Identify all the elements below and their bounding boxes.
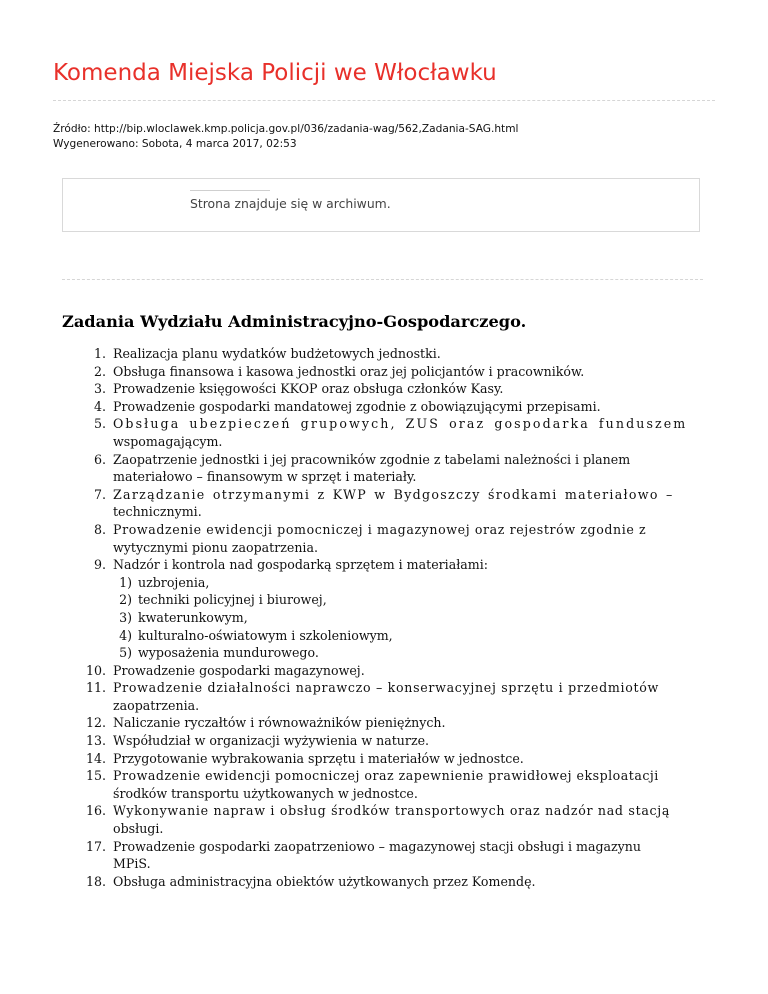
list-item-number: 16. bbox=[85, 803, 106, 819]
list-item bbox=[62, 415, 702, 450]
list-item-number: 10. bbox=[85, 662, 106, 678]
list-item-continuation: wytycznymi pionu zaopatrzenia. bbox=[113, 539, 318, 555]
archive-notice-rule bbox=[190, 190, 270, 191]
list-item-number: 8. bbox=[93, 521, 106, 537]
sub-list-item-text: techniki policyjnej i biurowej, bbox=[138, 592, 327, 608]
sub-list-item bbox=[62, 574, 702, 592]
list-item-number: 3. bbox=[93, 381, 106, 397]
list-item bbox=[62, 662, 702, 680]
source-line: Źródło: http://bip.wloclawek.kmp.policja.gov.pl/036/zadania-wag/562,Zadania-SAG.html bbox=[53, 123, 519, 135]
sub-list-item-number: 1) bbox=[119, 574, 132, 590]
list-item bbox=[62, 451, 702, 486]
list-item-continuation: zaopatrzenia. bbox=[113, 697, 200, 713]
sub-list-item-number: 5) bbox=[119, 645, 132, 661]
list-item-number: 14. bbox=[85, 750, 106, 766]
content-divider bbox=[62, 279, 703, 280]
list-item-number: 17. bbox=[85, 838, 106, 854]
list-item bbox=[62, 363, 702, 381]
header-divider bbox=[53, 100, 715, 101]
task-list bbox=[62, 345, 702, 890]
list-item-text: Nadzór i kontrola nad gospodarką sprzętem i materiałami: bbox=[113, 557, 489, 573]
list-item-continuation: technicznymi. bbox=[113, 504, 202, 520]
archive-notice-text: Strona znajduje się w archiwum. bbox=[190, 196, 391, 211]
list-item-number: 11. bbox=[85, 680, 106, 696]
list-item-text: Obsługa ubezpieczeń grupowych, ZUS oraz gospodarka funduszem bbox=[113, 416, 688, 432]
sub-list-item-number: 2) bbox=[119, 592, 132, 608]
list-item-number: 15. bbox=[85, 768, 106, 784]
print-meta bbox=[53, 122, 518, 152]
list-item-text: Prowadzenie działalności naprawczo – konserwacyjnej sprzętu i przedmiotów bbox=[113, 680, 660, 696]
list-item bbox=[62, 732, 702, 750]
sub-list-item-text: wyposażenia mundurowego. bbox=[138, 645, 319, 661]
list-item-number: 2. bbox=[93, 363, 106, 379]
list-item-number: 12. bbox=[85, 715, 106, 731]
list-item-text: Zarządzanie otrzymanymi z KWP w Bydgoszczy środkami materiałowo – bbox=[113, 486, 674, 502]
list-item-number: 18. bbox=[85, 873, 106, 889]
list-item-text: Prowadzenie księgowości KKOP oraz obsługa członków Kasy. bbox=[113, 381, 504, 397]
site-title: Komenda Miejska Policji we Włocławku bbox=[53, 60, 497, 86]
list-item bbox=[62, 873, 702, 891]
list-item bbox=[62, 679, 702, 714]
list-item bbox=[62, 714, 702, 732]
sub-list-item bbox=[62, 609, 702, 627]
list-item-continuation: MPiS. bbox=[113, 856, 151, 872]
list-item bbox=[62, 345, 702, 363]
list-item-text: Realizacja planu wydatków budżetowych jednostki. bbox=[113, 346, 441, 361]
list-item bbox=[62, 556, 702, 574]
sub-list-item-text: kwaterunkowym, bbox=[138, 609, 248, 625]
list-item-text: Prowadzenie gospodarki zaopatrzeniowo – magazynowej stacji obsługi i magazynu bbox=[113, 838, 642, 854]
list-item-text: Prowadzenie ewidencji pomocniczej i magazynowej oraz rejestrów zgodnie z bbox=[113, 521, 647, 537]
list-item-number: 9. bbox=[93, 557, 106, 573]
archive-notice bbox=[62, 178, 700, 232]
list-item-number: 6. bbox=[93, 451, 106, 467]
list-item bbox=[62, 838, 702, 873]
list-item-continuation: materiałowo – finansowym w sprzęt i materiały. bbox=[113, 469, 417, 485]
list-item-text: Naliczanie ryczałtów i równoważników pieniężnych. bbox=[113, 715, 446, 731]
list-item bbox=[62, 521, 702, 556]
list-item bbox=[62, 750, 702, 768]
list-item-number: 13. bbox=[85, 733, 106, 749]
list-item-text: Obsługa administracyjna obiektów użytkowanych przez Komendę. bbox=[113, 873, 536, 889]
list-item-number: 7. bbox=[93, 486, 106, 502]
sub-list-item-text: kulturalno-oświatowym i szkoleniowym, bbox=[138, 627, 393, 643]
generated-line: Wygenerowano: Sobota, 4 marca 2017, 02:53 bbox=[53, 138, 297, 150]
page-title: Zadania Wydziału Administracyjno-Gospodarczego. bbox=[62, 312, 527, 331]
sub-list-item bbox=[62, 627, 702, 645]
list-item-text: Prowadzenie gospodarki magazynowej. bbox=[113, 662, 365, 678]
list-item bbox=[62, 486, 702, 521]
list-item bbox=[62, 802, 702, 837]
list-item bbox=[62, 767, 702, 802]
list-item-text: Zaopatrzenie jednostki i jej pracowników zgodnie z tabelami należności i planem bbox=[113, 451, 631, 467]
list-item-text: Obsługa finansowa i kasowa jednostki oraz jej policjantów i pracowników. bbox=[113, 363, 585, 379]
sub-list-item-number: 3) bbox=[119, 609, 132, 625]
sub-list-item-text: uzbrojenia, bbox=[138, 574, 210, 590]
sub-list-item bbox=[62, 591, 702, 609]
list-item-number: 1. bbox=[93, 346, 106, 361]
list-item-text: Wykonywanie napraw i obsług środków transportowych oraz nadzór nad stacją bbox=[113, 803, 671, 819]
list-item-text: Prowadzenie ewidencji pomocniczej oraz zapewnienie prawidłowej eksploatacji bbox=[113, 768, 659, 784]
list-item-text: Prowadzenie gospodarki mandatowej zgodnie z obowiązującymi przepisami. bbox=[113, 398, 601, 414]
list-item-continuation: wspomagającym. bbox=[113, 433, 223, 449]
list-item-number: 4. bbox=[93, 398, 106, 414]
list-item-continuation: obsługi. bbox=[113, 821, 164, 837]
sub-list-item-number: 4) bbox=[119, 627, 132, 643]
list-item bbox=[62, 398, 702, 416]
list-item-text: Przygotowanie wybrakowania sprzętu i materiałów w jednostce. bbox=[113, 750, 524, 766]
list-item-number: 5. bbox=[93, 416, 106, 432]
list-item-continuation: środków transportu użytkowanych w jednostce. bbox=[113, 785, 418, 801]
sub-list-item bbox=[62, 644, 702, 662]
list-item bbox=[62, 380, 702, 398]
list-item-text: Współudział w organizacji wyżywienia w naturze. bbox=[113, 733, 430, 749]
